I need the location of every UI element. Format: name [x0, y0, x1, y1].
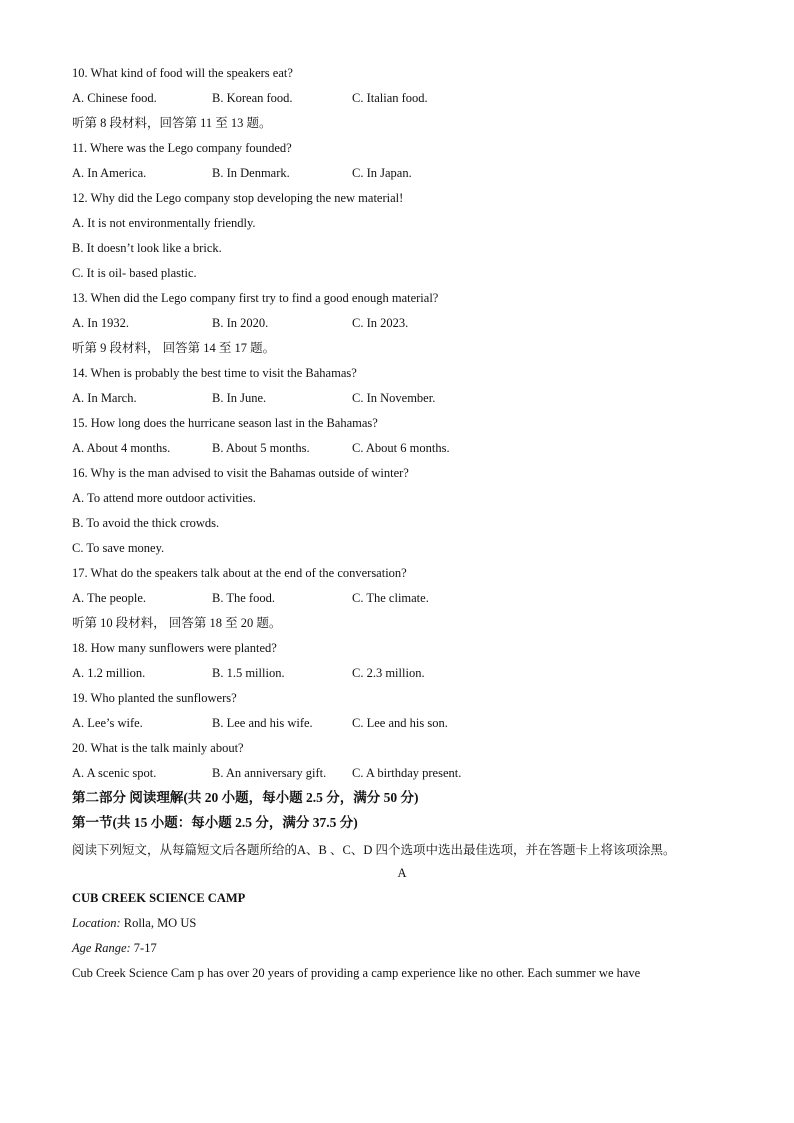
option-b: B. In June.: [212, 391, 267, 405]
option-a: A. It is not environmentally friendly.: [72, 216, 256, 230]
age-range-value: 7-17: [130, 941, 157, 955]
option-a: A. The people.: [72, 591, 147, 605]
option-b: B. The food.: [212, 591, 275, 605]
option-a: A. In America.: [72, 166, 147, 180]
option-b: B. Lee and his wife.: [212, 716, 313, 730]
option-b: B. In Denmark.: [212, 166, 290, 180]
age-range-label: Age Range:: [72, 941, 131, 955]
option-c: C. In Japan.: [352, 166, 412, 180]
question-14-stem: 14. When is probably the best time to visit the Bahamas?: [72, 366, 357, 380]
option-c: C. Lee and his son.: [352, 716, 448, 730]
option-b: B. An anniversary gift.: [212, 766, 327, 780]
option-a: A. Lee’s wife.: [72, 716, 143, 730]
part-2-heading: 第二部分 阅读理解(共 20 小题，每小题 2.5 分，满分 50 分): [72, 790, 419, 805]
age-range-line: [72, 938, 732, 963]
option-a: A. Chinese food.: [72, 91, 157, 105]
option-a: A. In March.: [72, 391, 137, 405]
option-b: B. To avoid the thick crowds.: [72, 516, 220, 530]
option-c: C. A birthday present.: [352, 766, 462, 780]
question-14-options: [72, 388, 732, 413]
question-10-options: [72, 88, 732, 113]
question-15-options: [72, 438, 732, 463]
section-1-heading: 第一节(共 15 小题：每小题 2.5 分，满分 37.5 分): [72, 815, 358, 830]
option-b: B. Korean food.: [212, 91, 293, 105]
option-c: C. To save money.: [72, 541, 165, 555]
option-c: C. Italian food.: [352, 91, 428, 105]
question-13-stem: 13. When did the Lego company first try to find a good enough material?: [72, 291, 439, 305]
option-c: C. The climate.: [352, 591, 429, 605]
question-15-stem: 15. How long does the hurricane season last in the Bahamas?: [72, 416, 378, 430]
listening-instruction-8: 听第 8 段材料，回答第 11 至 13 题。: [72, 116, 272, 130]
option-b: B. In 2020.: [212, 316, 269, 330]
question-19-options: [72, 713, 732, 738]
location-label: Location:: [72, 916, 121, 930]
option-c: C. It is oil- based plastic.: [72, 266, 197, 280]
option-a: A. 1.2 million.: [72, 666, 146, 680]
option-b: B. About 5 months.: [212, 441, 310, 455]
question-11-options: [72, 163, 732, 188]
option-a: A. A scenic spot.: [72, 766, 157, 780]
option-a: A. About 4 months.: [72, 441, 171, 455]
question-16-stem: 16. Why is the man advised to visit the Bahamas outside of winter?: [72, 466, 409, 480]
option-c: C. In November.: [352, 391, 436, 405]
listening-instruction-10: 听第 10 段材料， 回答第 18 至 20 题。: [72, 616, 282, 630]
question-20-stem: 20. What is the talk mainly about?: [72, 741, 244, 755]
option-c: C. 2.3 million.: [352, 666, 425, 680]
question-10-stem: 10. What kind of food will the speakers eat?: [72, 66, 293, 80]
option-a: A. To attend more outdoor activities.: [72, 491, 256, 505]
question-11-stem: 11. Where was the Lego company founded?: [72, 141, 292, 155]
camp-body: Cub Creek Science Cam p has over 20 years of providing a camp experience like no other. Each summer we have: [72, 966, 641, 980]
question-17-stem: 17. What do the speakers talk about at the end of the conversation?: [72, 566, 407, 580]
option-a: A. In 1932.: [72, 316, 129, 330]
question-13-options: [72, 313, 732, 338]
option-c: C. About 6 months.: [352, 441, 450, 455]
question-12-stem: 12. Why did the Lego company stop developing the new material!: [72, 191, 404, 205]
question-17-options: [72, 588, 732, 613]
question-19-stem: 19. Who planted the sunflowers?: [72, 691, 237, 705]
location-line: [72, 913, 732, 938]
question-20-options: [72, 763, 732, 788]
question-18-options: [72, 663, 732, 688]
reading-instructions: 阅读下列短文，从每篇短文后各题所给的A、B 、C、D 四个选项中选出最佳选项，并在答题卡上将该项涂黑。: [72, 843, 676, 857]
camp-title: CUB CREEK SCIENCE CAMP: [72, 891, 246, 905]
location-value: Rolla, MO US: [120, 916, 197, 930]
option-c: C. In 2023.: [352, 316, 409, 330]
listening-instruction-9: 听第 9 段材料， 回答第 14 至 17 题。: [72, 341, 276, 355]
option-b: B. 1.5 million.: [212, 666, 285, 680]
exam-page: [72, 63, 732, 988]
question-18-stem: 18. How many sunflowers were planted?: [72, 641, 277, 655]
passage-letter: A: [397, 866, 407, 880]
option-b: B. It doesn’t look like a brick.: [72, 241, 222, 255]
